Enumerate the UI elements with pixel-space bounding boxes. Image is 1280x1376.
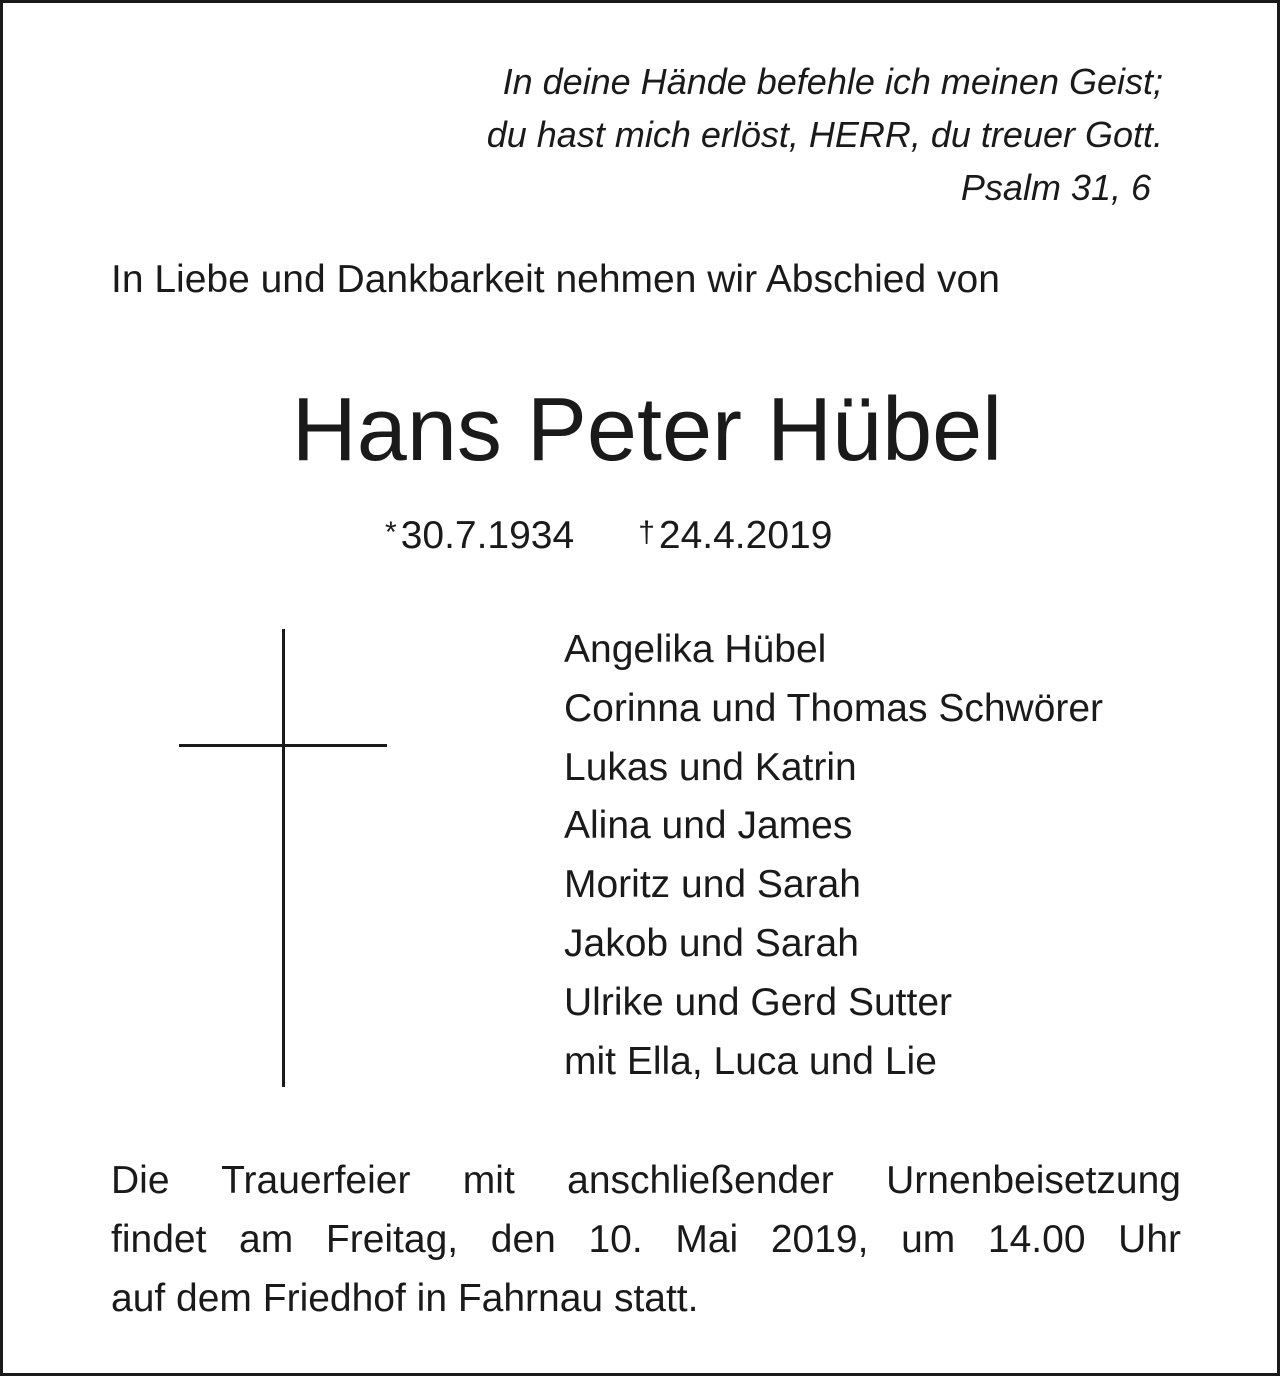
funeral-service-info xyxy=(111,1151,1181,1328)
death-dagger-icon: † xyxy=(638,516,655,549)
verse-reference: Psalm 31, 6 xyxy=(960,167,1151,208)
service-line-2: findet am Freitag, den 10. Mai 2019, um 14.00 Uhr xyxy=(111,1218,1181,1261)
mourner-item: Alina und James xyxy=(564,804,853,848)
mourners-list xyxy=(564,621,1103,1091)
cross-vertical-bar xyxy=(282,629,285,1087)
mourner-item: mit Ella, Luca und Lie xyxy=(564,1039,937,1083)
bible-verse xyxy=(363,55,1163,214)
farewell-intro: In Liebe und Dankbarkeit nehmen wir Abschied von xyxy=(111,258,1000,301)
service-line-3: auf dem Friedhof in Fahrnau statt. xyxy=(111,1277,699,1320)
mourner-item: Lukas und Katrin xyxy=(564,745,857,789)
mourner-item: Jakob und Sarah xyxy=(564,921,859,965)
verse-line-1: In deine Hände befehle ich meinen Geist; xyxy=(502,61,1163,102)
latin-cross-icon xyxy=(179,629,389,1089)
death-date: 24.4.2019 xyxy=(658,514,833,557)
service-line-1: Die Trauerfeier mit anschließender Urnenbeisetzung xyxy=(111,1159,1181,1202)
cross-horizontal-bar xyxy=(179,744,387,747)
mourner-item: Corinna und Thomas Schwörer xyxy=(564,686,1104,730)
birth-date: 30.7.1934 xyxy=(400,514,575,557)
mourner-item: Angelika Hübel xyxy=(564,628,827,671)
mourner-item: Ulrike und Gerd Sutter xyxy=(564,980,953,1024)
life-dates xyxy=(385,506,832,563)
verse-line-2: du hast mich erlöst, HERR, du treuer Gott. xyxy=(486,114,1163,155)
deceased-name: Hans Peter Hübel xyxy=(291,380,1003,480)
birth-star-icon: * xyxy=(385,516,397,549)
mourner-item: Moritz und Sarah xyxy=(564,863,861,907)
